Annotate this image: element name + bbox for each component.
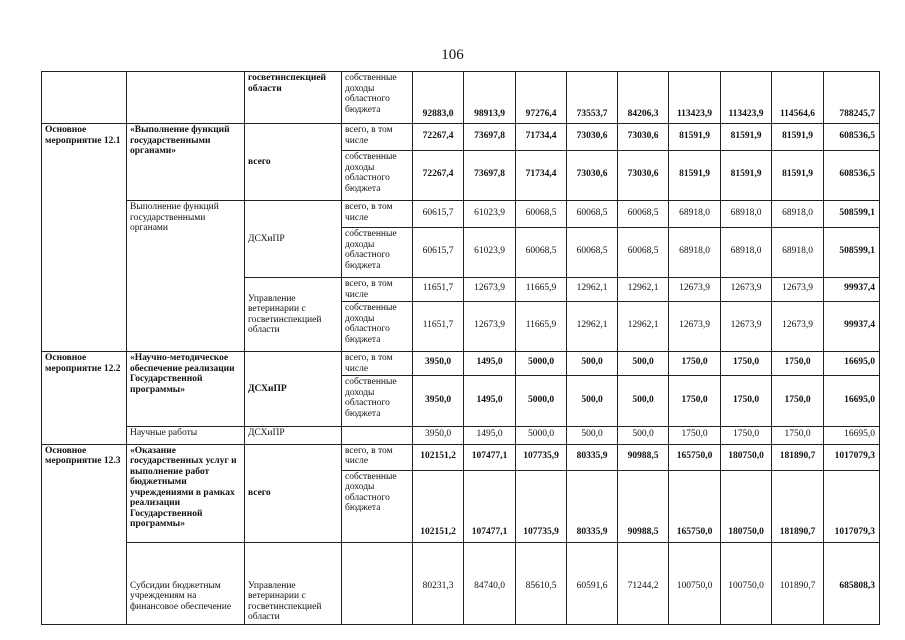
source-cell: собственные доходы областного бюджета [342, 228, 413, 278]
value-cell: 71244,2 [618, 542, 669, 624]
value-cell: 92883,0 [413, 72, 464, 124]
executor-cell: всего [245, 124, 342, 201]
value-cell: 68918,0 [772, 228, 824, 278]
value-cell: 1750,0 [772, 376, 824, 427]
value-cell: 81591,9 [721, 124, 772, 151]
value-cell: 72267,4 [413, 124, 464, 151]
total-cell: 1017079,3 [824, 444, 880, 470]
value-cell: 85610,5 [516, 542, 567, 624]
table-row [42, 444, 880, 470]
source-cell [342, 542, 413, 624]
value-cell: 90988,5 [618, 470, 669, 542]
budget-table [41, 71, 880, 625]
value-cell: 100750,0 [669, 542, 721, 624]
value-cell: 81591,9 [669, 151, 721, 201]
value-cell: 500,0 [567, 352, 618, 376]
executor-cell: ДСХиПР [245, 427, 342, 445]
event-cell: Основное мероприятие 12.3 [42, 444, 127, 624]
value-cell: 101890,7 [772, 542, 824, 624]
value-cell: 3950,0 [413, 352, 464, 376]
value-cell: 181890,7 [772, 470, 824, 542]
value-cell: 12673,9 [464, 302, 516, 352]
value-cell: 60068,5 [516, 228, 567, 278]
value-cell: 73553,7 [567, 72, 618, 124]
executor-cell: всего [245, 444, 342, 542]
value-cell: 68918,0 [721, 228, 772, 278]
value-cell: 107477,1 [464, 444, 516, 470]
value-cell: 165750,0 [669, 444, 721, 470]
value-cell: 1750,0 [772, 427, 824, 445]
value-cell: 60615,7 [413, 228, 464, 278]
event-cell [42, 72, 127, 124]
total-cell: 16695,0 [824, 427, 880, 445]
name-cell: Выполнение функций государственными органами [127, 201, 245, 352]
value-cell: 500,0 [618, 427, 669, 445]
value-cell: 114564,6 [772, 72, 824, 124]
total-cell: 608536,5 [824, 151, 880, 201]
value-cell: 60068,5 [516, 201, 567, 228]
total-cell: 685808,3 [824, 542, 880, 624]
value-cell: 61023,9 [464, 228, 516, 278]
value-cell: 107477,1 [464, 470, 516, 542]
value-cell: 500,0 [618, 376, 669, 427]
value-cell: 60068,5 [618, 201, 669, 228]
value-cell: 1750,0 [721, 427, 772, 445]
value-cell: 12673,9 [772, 302, 824, 352]
total-cell: 99937,4 [824, 278, 880, 302]
value-cell: 113423,9 [669, 72, 721, 124]
value-cell: 12962,1 [618, 302, 669, 352]
source-cell: всего, в том числе [342, 444, 413, 470]
source-cell: собственные доходы областного бюджета [342, 72, 413, 124]
value-cell: 71734,4 [516, 151, 567, 201]
value-cell: 68918,0 [669, 201, 721, 228]
value-cell: 11665,9 [516, 278, 567, 302]
value-cell: 84206,3 [618, 72, 669, 124]
source-cell [342, 427, 413, 445]
value-cell: 1750,0 [772, 352, 824, 376]
table-row [42, 201, 880, 228]
source-cell: собственные доходы областного бюджета [342, 151, 413, 201]
source-cell: собственные доходы областного бюджета [342, 470, 413, 542]
value-cell: 11651,7 [413, 278, 464, 302]
value-cell: 68918,0 [772, 201, 824, 228]
value-cell: 12962,1 [567, 278, 618, 302]
value-cell: 181890,7 [772, 444, 824, 470]
value-cell: 11651,7 [413, 302, 464, 352]
value-cell: 81591,9 [772, 124, 824, 151]
value-cell: 1750,0 [721, 376, 772, 427]
source-cell: всего, в том числе [342, 352, 413, 376]
value-cell: 60615,7 [413, 201, 464, 228]
value-cell: 73030,6 [567, 124, 618, 151]
total-cell: 508599,1 [824, 228, 880, 278]
value-cell: 12673,9 [772, 278, 824, 302]
value-cell: 80335,9 [567, 444, 618, 470]
value-cell: 97276,4 [516, 72, 567, 124]
value-cell: 1495,0 [464, 376, 516, 427]
total-cell: 508599,1 [824, 201, 880, 228]
value-cell: 5000,0 [516, 376, 567, 427]
table-row [42, 352, 880, 376]
value-cell: 61023,9 [464, 201, 516, 228]
value-cell: 60591,6 [567, 542, 618, 624]
value-cell: 80231,3 [413, 542, 464, 624]
executor-cell: Управление ветеринарии с госветинспекцией области [245, 542, 342, 624]
value-cell: 180750,0 [721, 470, 772, 542]
value-cell: 1750,0 [669, 376, 721, 427]
name-cell [127, 72, 245, 124]
executor-cell: госветинспекцией области [245, 72, 342, 124]
event-cell: Основное мероприятие 12.2 [42, 352, 127, 445]
value-cell: 73697,8 [464, 151, 516, 201]
table-row [42, 72, 880, 124]
value-cell: 98913,9 [464, 72, 516, 124]
value-cell: 60068,5 [618, 228, 669, 278]
value-cell: 68918,0 [721, 201, 772, 228]
value-cell: 3950,0 [413, 376, 464, 427]
value-cell: 165750,0 [669, 470, 721, 542]
name-cell: Научные работы [127, 427, 245, 445]
executor-cell: ДСХиПР [245, 352, 342, 427]
value-cell: 107735,9 [516, 444, 567, 470]
value-cell: 12673,9 [669, 302, 721, 352]
name-cell: «Выполнение функций государственными органами» [127, 124, 245, 201]
value-cell: 12673,9 [721, 278, 772, 302]
value-cell: 1750,0 [669, 352, 721, 376]
total-cell: 16695,0 [824, 376, 880, 427]
source-cell: всего, в том числе [342, 278, 413, 302]
table-row [42, 542, 880, 624]
value-cell: 1750,0 [669, 427, 721, 445]
table-row [42, 124, 880, 151]
total-cell: 1017079,3 [824, 470, 880, 542]
value-cell: 5000,0 [516, 352, 567, 376]
value-cell: 500,0 [567, 427, 618, 445]
name-cell: «Научно-методическое обеспечение реализации Государственной программы» [127, 352, 245, 427]
value-cell: 73030,6 [567, 151, 618, 201]
value-cell: 80335,9 [567, 470, 618, 542]
table-row [42, 427, 880, 445]
value-cell: 102151,2 [413, 444, 464, 470]
value-cell: 180750,0 [721, 444, 772, 470]
total-cell: 16695,0 [824, 352, 880, 376]
value-cell: 11665,9 [516, 302, 567, 352]
value-cell: 5000,0 [516, 427, 567, 445]
value-cell: 12673,9 [669, 278, 721, 302]
value-cell: 1495,0 [464, 352, 516, 376]
executor-cell: Управление ветеринарии с госветинспекцией области [245, 278, 342, 352]
total-cell: 608536,5 [824, 124, 880, 151]
value-cell: 500,0 [618, 352, 669, 376]
value-cell: 3950,0 [413, 427, 464, 445]
source-cell: собственные доходы областного бюджета [342, 376, 413, 427]
value-cell: 107735,9 [516, 470, 567, 542]
event-cell: Основное мероприятие 12.1 [42, 124, 127, 352]
name-cell: «Оказание государственных услуг и выполнение работ бюджетными учреждениями в рамках реализации Государственной программы» [127, 444, 245, 542]
value-cell: 68918,0 [669, 228, 721, 278]
value-cell: 73030,6 [618, 124, 669, 151]
value-cell: 12673,9 [464, 278, 516, 302]
value-cell: 12962,1 [618, 278, 669, 302]
value-cell: 113423,9 [721, 72, 772, 124]
value-cell: 81591,9 [721, 151, 772, 201]
value-cell: 12962,1 [567, 302, 618, 352]
page-number: 106 [441, 47, 464, 63]
value-cell: 1750,0 [721, 352, 772, 376]
value-cell: 60068,5 [567, 201, 618, 228]
value-cell: 81591,9 [772, 151, 824, 201]
total-cell: 99937,4 [824, 302, 880, 352]
value-cell: 71734,4 [516, 124, 567, 151]
source-cell: собственные доходы областного бюджета [342, 302, 413, 352]
name-cell: Субсидии бюджетным учреждениям на финансовое обеспечение [127, 542, 245, 624]
value-cell: 60068,5 [567, 228, 618, 278]
executor-cell: ДСХиПР [245, 201, 342, 278]
value-cell: 12673,9 [721, 302, 772, 352]
value-cell: 73697,8 [464, 124, 516, 151]
value-cell: 100750,0 [721, 542, 772, 624]
value-cell: 500,0 [567, 376, 618, 427]
source-cell: всего, в том числе [342, 124, 413, 151]
value-cell: 73030,6 [618, 151, 669, 201]
value-cell: 84740,0 [464, 542, 516, 624]
source-cell: всего, в том числе [342, 201, 413, 228]
value-cell: 102151,2 [413, 470, 464, 542]
value-cell: 90988,5 [618, 444, 669, 470]
value-cell: 1495,0 [464, 427, 516, 445]
total-cell: 788245,7 [824, 72, 880, 124]
value-cell: 72267,4 [413, 151, 464, 201]
value-cell: 81591,9 [669, 124, 721, 151]
